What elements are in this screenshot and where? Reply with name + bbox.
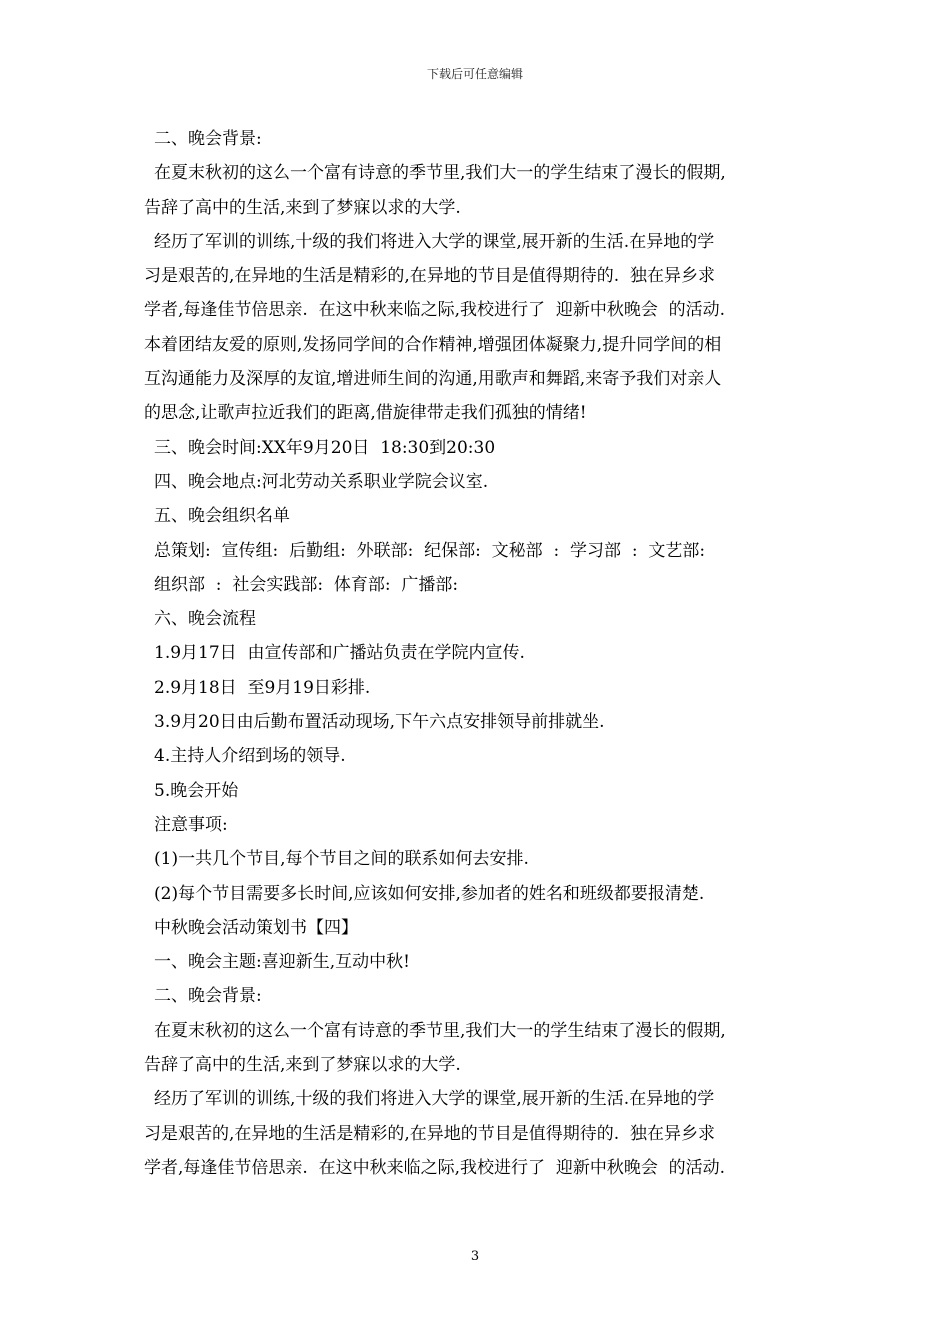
text-line: 经历了军训的训练,十级的我们将进入大学的课堂,展开新的生活.在异地的学 [154,231,715,252]
text-line: 总策划: 宣传组: 后勤组: 外联部: 纪保部: 文秘部 : 学习部 : 文艺部: [154,540,706,561]
text-line: 二、晚会背景: [154,986,262,1007]
section-heading: 中秋晚会活动策划书【四】 [154,917,358,938]
text-line: 学者,每逢佳节倍思亲. 在这中秋来临之际,我校进行了 迎新中秋晚会 的活动. [144,1157,726,1178]
text-line: 注意事项: [154,814,228,835]
text-line: 在夏末秋初的这么一个富有诗意的季节里,我们大一的学生结束了漫长的假期, [154,163,726,184]
text-line: 本着团结友爱的原则,发扬同学间的合作精神,增强团体凝聚力,提升同学间的相 [144,334,722,355]
text-line: 习是艰苦的,在异地的生活是精彩的,在异地的节目是值得期待的. 独在异乡求 [144,266,716,287]
text-line: (2)每个节目需要多长时间,应该如何安排,参加者的姓名和班级都要报清楚. [154,883,705,904]
text-line: 二、晚会背景: [154,129,262,149]
text-line: 习是艰苦的,在异地的生活是精彩的,在异地的节目是值得期待的. 独在异乡求 [144,1123,716,1144]
text-line: 4.主持人介绍到场的领导. [154,746,346,767]
text-line: 5.晚会开始 [154,780,239,801]
page-header: 下载后可任意编辑 [426,67,523,81]
text-line: 2.9月18日 至9月19日彩排. [154,677,371,698]
text-line: 1.9月17日 由宣传部和广播站负责在学院内宣传. [154,643,525,664]
text-line: 告辞了高中的生活,来到了梦寐以求的大学. [144,1055,461,1076]
text-line: 三、晚会时间:XX年9月20日 18:30到20:30 [154,437,496,458]
text-line: 的思念,让歌声拉近我们的距离,借旋律带走我们孤独的情绪! [144,403,587,424]
text-line: 告辞了高中的生活,来到了梦寐以求的大学. [144,197,461,218]
text-line: 六、晚会流程 [154,609,256,630]
text-line: (1)一共几个节目,每个节目之间的联系如何去安排. [154,849,529,870]
text-line: 一、晚会主题:喜迎新生,互动中秋! [154,952,410,973]
text-line: 组织部 : 社会实践部: 体育部: 广播部: [154,574,459,595]
text-line: 3.9月20日由后勤布置活动现场,下午六点安排领导前排就坐. [154,712,605,733]
text-line: 经历了军训的训练,十级的我们将进入大学的课堂,展开新的生活.在异地的学 [154,1089,715,1110]
page-number: 3 [470,1249,480,1264]
text-line: 互沟通能力及深厚的友谊,增进师生间的沟通,用歌声和舞蹈,来寄予我们对亲人 [144,369,722,390]
text-line: 在夏末秋初的这么一个富有诗意的季节里,我们大一的学生结束了漫长的假期, [154,1020,726,1041]
text-line: 五、晚会组织名单 [154,506,290,527]
text-line: 学者,每逢佳节倍思亲. 在这中秋来临之际,我校进行了 迎新中秋晚会 的活动. [144,300,726,321]
document-body [144,122,814,1185]
text-line: 四、晚会地点:河北劳动关系职业学院会议室. [154,471,489,492]
